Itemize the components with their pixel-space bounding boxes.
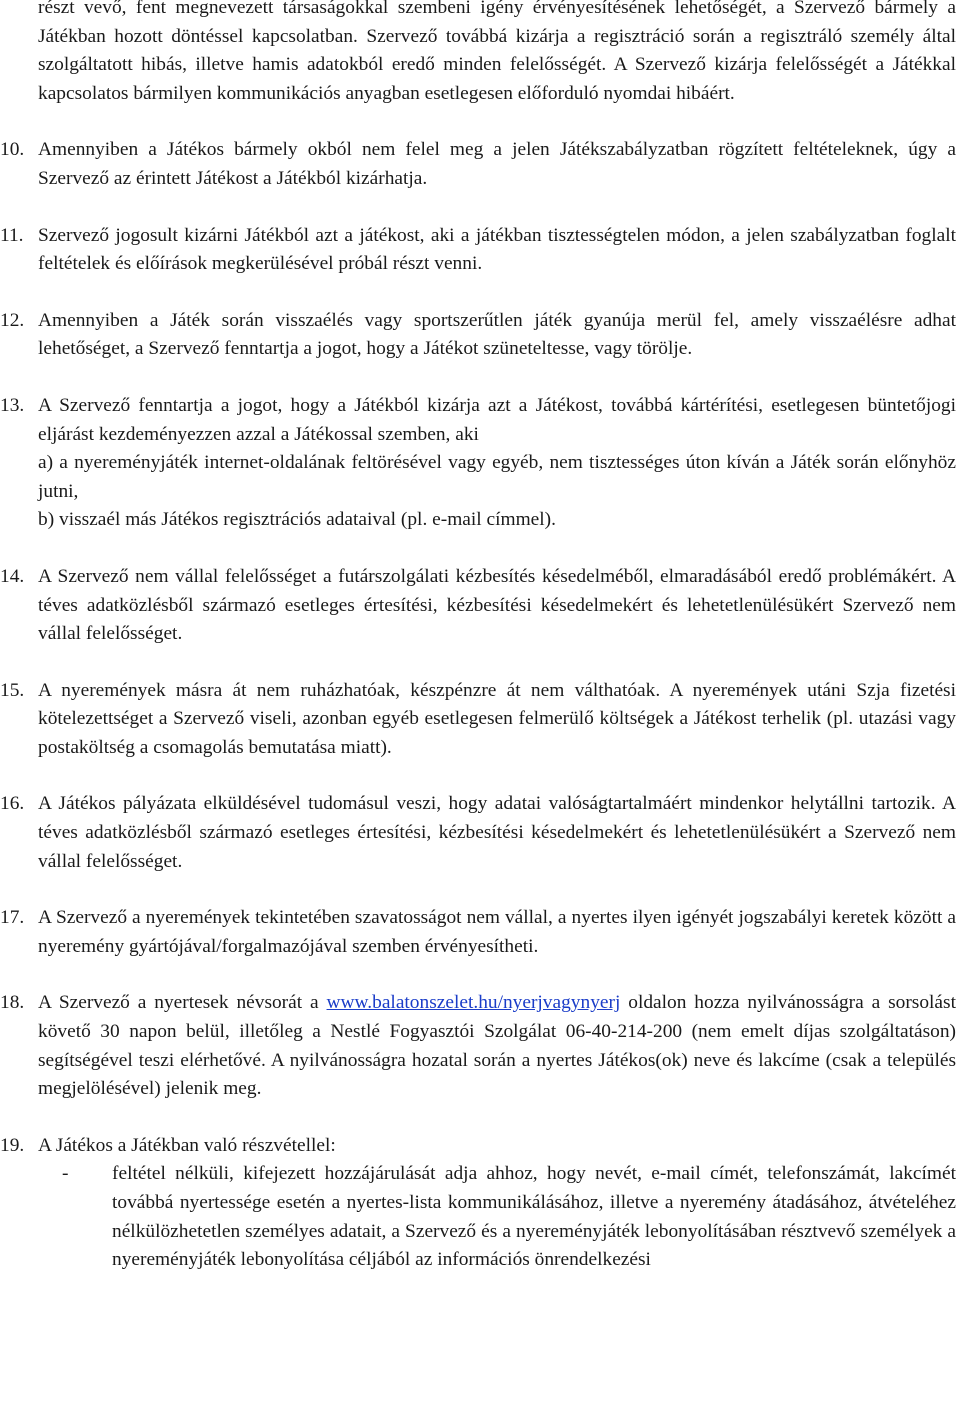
clause-number: 17.: [0, 907, 25, 929]
clause-text: Amennyiben a Játék során visszaélés vagy sportszerűtlen játék gyanúja merül fel, amely visszaélésre adhat lehetőséget, a Szervező fenntartja a jogot, hogy a Játékot szüneteltesse, vagy törölje.: [38, 309, 956, 360]
clause-10: [0, 136, 956, 193]
clause-subpoint-b: b) visszaél más Játékos regisztrációs adataival (pl. e-mail címmel).: [38, 509, 556, 531]
clause-text: A nyeremények másra át nem ruházhatóak, készpénzre át nem válthatóak. A nyeremények utáni Szja fizetési kötelezettséget a Szervező viseli, azonban egyéb esetlegesen felmerülő költségek a Játékost terhelik (pl. utazási vagy postaköltség a csomagolás bemutatása miatt).: [38, 679, 956, 758]
clause-number: 19.: [0, 1134, 25, 1156]
clause-12: [0, 307, 956, 364]
clause-13: [0, 392, 956, 535]
clause-number: 15.: [0, 679, 25, 701]
clause-number: 12.: [0, 309, 25, 331]
clause-text: Amennyiben a Játékos bármely okból nem felel meg a jelen Játékszabályzatban rögzített feltételeknek, úgy a Szervező az érintett Játékost a Játékból kizárhatja.: [38, 139, 956, 189]
clause-text: A Szervező nem vállal felelősséget a futárszolgálati kézbesítés késedelméből, elmaradásából eredő problémákért. A téves adatközlésből származó esetleges értesítési, kézbesítési késedelmekért és lehetetlenülésükért Szervező nem vállal felelősséget.: [38, 565, 956, 645]
clause-number: 18.: [0, 992, 25, 1014]
clause-text: A Játékos pályázata elküldésével tudomásul veszi, hogy adatai valóságtartalmáért mindenkor helytállni tartozik. A téves adatközlésből származó esetleges értesítési, kézbesítési késedelmekért és lehetetlenülésükért a Szervező nem vállal felelősséget.: [38, 793, 956, 872]
clause-15: [0, 677, 956, 763]
clause-number: 14.: [0, 565, 25, 587]
intro-paragraph: [38, 0, 956, 108]
clause-19: [0, 1132, 956, 1275]
clause-11: [0, 222, 956, 279]
clause-18: [0, 989, 956, 1103]
clause-text: A Játékos a Játékban való részvétellel:: [38, 1134, 336, 1156]
list-item: [38, 1160, 956, 1274]
clause-16: [0, 790, 956, 876]
clause-number: 10.: [0, 139, 25, 161]
clause-text: A Szervező a nyeremények tekintetében szavatosságot nem vállal, a nyertes ilyen igényét jogszabályi keretek között a nyeremény gyártójával/forgalmazójával szemben érvényesítheti.: [38, 907, 956, 957]
clause-17: [0, 904, 956, 961]
clause-14: [0, 563, 956, 649]
clause-number: 16.: [0, 793, 25, 815]
clause-text: Szervező jogosult kizárni Játékból azt a játékost, aki a játékban tisztességtelen módon, a jelen szabályzatban foglalt feltételek és előírások megkerülésével próbál részt venni.: [38, 224, 956, 275]
clause-number: 11.: [0, 224, 24, 246]
clause-text: [38, 989, 956, 1103]
intro-text: részt vevő, fent megnevezett társaságokkal szembeni igény érvényesítésének lehetőségét, a Szervező bármely a Játékban hozott döntéssel kapcsolatban. Szervező továbbá kizárja a regisztráció során a regisztráló személy által szolgáltatott hibás, illetve hamis adatokból eredő minden felelősségét. A Szervező kizárja felelősségét a Játékkal kapcsolatos bármilyen kommunikációs anyagban esetlegesen előforduló nyomdai hibáért.: [38, 0, 956, 104]
clause-number: 13.: [0, 394, 25, 416]
winners-list-link[interactable]: www.balatonszelet.hu/nyerjvagynyerj: [326, 992, 621, 1014]
list-item-text: feltétel nélküli, kifejezett hozzájárulását adja ahhoz, hogy nevét, e-mail címét, telefonszámát, lakcímét továbbá nyertessége esetén a nyertes-lista kommunikálásához, illetve a nyeremény átadásához, átvételéhez nélkülözhetetlen személyes adatait, a Szervező és a nyereményjáték lebonyolításában résztvevő személyek a nyereményjáték lebonyolítása céljából az információs önrendelkezési: [112, 1163, 956, 1271]
clause-text-before-link: A Szervező a nyertesek névsorát a: [38, 992, 319, 1014]
list-dash: -: [62, 1163, 69, 1185]
clause-subpoint-a: a) a nyereményjáték internet-oldalának feltörésével vagy egyéb, nem tisztességes úton kíván a Játék során előnyhöz jutni,: [38, 452, 956, 502]
clause-text-after-link: oldalon hozza nyilvánosságra a sorsolást követő 30 napon belül, illetőleg a Nestlé Fogyasztói Szolgálat 06-40-214-200 (nem emelt díjas szolgáltatáson) segítségével teszi elérhetővé. A nyilvánosságra hozatal során a nyertes Játékos(ok) neve és lakcíme (csak a település megjelölésével) jelenik meg.: [38, 992, 956, 1100]
clause-text: A Szervező fenntartja a jogot, hogy a Játékból kizárja azt a Játékost, továbbá kártérítési, esetlegesen büntetőjogi eljárást kezdeményezzen azzal a Játékossal szemben, aki: [38, 394, 956, 445]
